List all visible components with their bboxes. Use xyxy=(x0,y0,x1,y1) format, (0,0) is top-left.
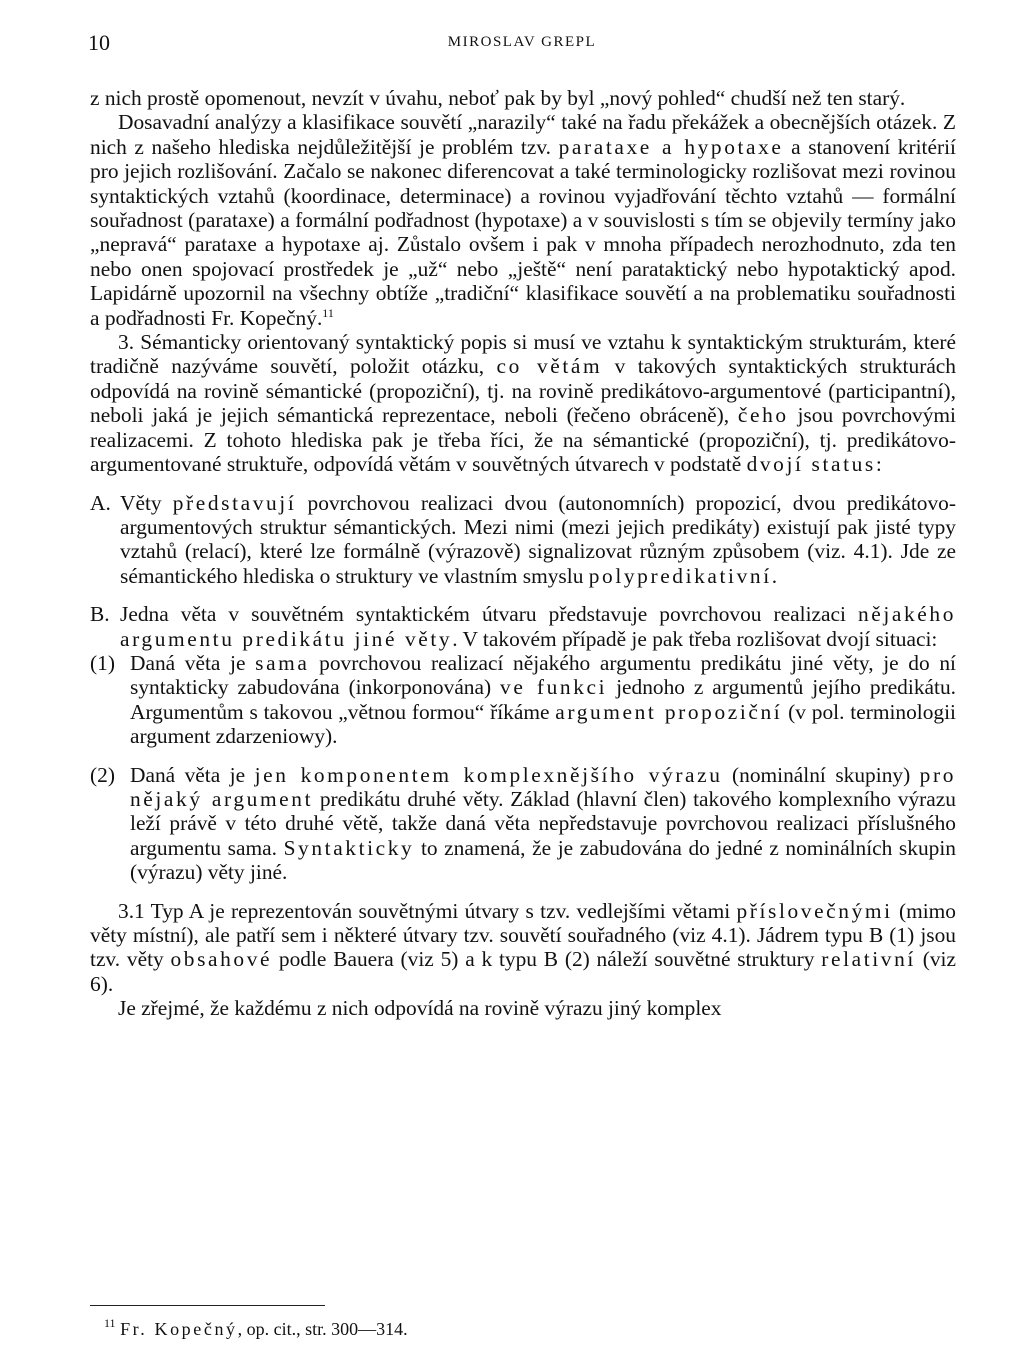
item-2-text-g: to znamená, že je zabudována do jedné z nominálních skupin (výrazu) věty jiné. xyxy=(130,835,956,885)
list-marker-1: (1) xyxy=(90,650,115,675)
emph-dvoji-status: dvojí status xyxy=(746,452,876,477)
paragraph-4-text-e: podle Bauera (viz 5) a k typu B (2) náleží souvětné struktury xyxy=(272,947,822,972)
paragraph-2-text-c: a stanovení kritérií pro jejich rozlišování. Začalo se nakonec diferencovat a také terminologicky rozlišovat mezi rovinou syntaktických vztahů (koordinace, determinace) a rovinou vyjadřování těchto vztahů — formální souřadnost (parataxe) a formální podřadnost (hypotaxe) a v souvislosti s tím se objevily termíny jako „nepravá“ parataxe a hypotaxe aj. Zůstalo ovšem i pak v mnoha případech nerozhodnuto, zda ten nebo onen spojovací prostředek je „už“ nebo „ještě“ není parataktický nebo hypotaktický apod. Lapidárně upozornil na všechny obtíže „tradiční“ klasifikace souvětí a na problematiku souřadnosti a podřadnosti Fr. Kopečný. xyxy=(90,134,956,330)
paragraph-3 xyxy=(90,330,956,476)
list-item-1 xyxy=(90,651,956,749)
list-item-b-text xyxy=(120,602,956,651)
running-head: MIROSLAV GREPL xyxy=(447,34,597,50)
item-2-text-e: predikátu druhé věty. Základ (hlavní člen) takového komplexního výrazu leží právě v této druhé větě, takže daná věta nepředstavuje povrchovou realizaci příslušného argumentu sama. xyxy=(130,786,956,860)
item-a-text-a: Věty xyxy=(120,490,173,515)
paragraph-3-text-e: jsou povrchovými realizacemi. Z tohoto hlediska pak je třeba říci, že na sémantické (propoziční), tj. predikátovo-argumentované struktuře, odpovídá větám v souvětných útvarech v podstatě xyxy=(90,403,956,477)
item-2-text-a: Daná věta je xyxy=(130,762,255,787)
paragraph-4 xyxy=(90,899,956,997)
paragraph-3-text-g: : xyxy=(875,452,882,477)
paragraph-5: Je zřejmé, že každému z nich odpovídá na rovině výrazu jiný komplex xyxy=(118,996,722,1021)
list-item-a xyxy=(90,491,956,589)
page-number: 10 xyxy=(88,30,110,55)
list-marker-a: A. xyxy=(90,490,111,515)
emph-syntakticky: Syntakticky xyxy=(283,835,415,860)
item-a-text-c: povrchovou realizaci dvou (autonomních) propozicí, dvou predikátovo-argumentových struktur sémantických. Mezi nimi (mezi jejich predikáty) existují pak jisté typy vztahů (relací), které lze formálně (výrazově) signalizovat různým způsobem (viz. 4.1). Jde ze sémantického hlediska o struktury ve vlastním smyslu xyxy=(120,490,957,588)
list-item-2-text xyxy=(130,763,956,885)
emph-jen-komponentem: jen komponentem komplexnějšího výrazu xyxy=(254,762,723,787)
emph-polypredikativni: polypredikativní xyxy=(588,563,772,588)
footnote-author: Fr. Kopečný xyxy=(120,1319,238,1339)
list-item-2 xyxy=(90,763,956,885)
list-item-a-text xyxy=(120,491,956,589)
emph-obsahove: obsahové xyxy=(170,947,273,972)
term-parataxe-hypotaxe: parataxe a hypotaxe xyxy=(558,134,784,159)
item-1-text-e: jednoho z argumentů jejího predikátu. Argumentům s takovou „větnou formou“ říkáme xyxy=(130,675,956,724)
list-marker-b: B. xyxy=(90,602,110,627)
paragraph-4-text-g: (viz 6). xyxy=(90,947,956,996)
item-2-text-c: (nominální skupiny) xyxy=(722,762,920,787)
paragraph-4-text-a: 3.1 Typ A je reprezentován souvětnými útvary s tzv. vedlejšími větami xyxy=(118,898,737,923)
list-marker-2: (2) xyxy=(90,762,115,787)
page-header xyxy=(88,30,956,54)
item-1-text-a: Daná věta je xyxy=(130,650,256,675)
emph-predstavuji: představují xyxy=(172,490,297,515)
item-1-text-g: (v pol. terminologii argument zdarzeniowy). xyxy=(130,699,957,749)
footnote xyxy=(104,1318,408,1340)
footnote-text: , op. cit., str. 300—314. xyxy=(237,1319,408,1339)
item-b-text-a: Jedna věta v souvětném syntaktickém útvaru představuje povrchovou realizaci xyxy=(120,602,858,627)
emph-sama: sama xyxy=(255,650,310,675)
paragraph-3-text-c: v takových syntaktických strukturách odpovídá na rovině sémantické (propoziční), tj. na rovině predikátovo-argumentové (participantní), neboli jaká je jejich sémantická reprezentace, neboli (řečeno obráceně), xyxy=(90,354,956,428)
footnote-ref: 11 xyxy=(322,305,334,320)
paragraph-2 xyxy=(90,110,956,330)
body-text xyxy=(90,86,956,1021)
emph-ve-funkci: ve funkci xyxy=(500,675,608,700)
item-a-text-e: . xyxy=(771,563,778,588)
footnote-divider xyxy=(90,1305,325,1306)
list-item-1-text xyxy=(130,651,956,749)
emph-pro-nejaky-argument: pro nějaký argument xyxy=(130,762,956,811)
emph-prislovecnymi: příslovečnými xyxy=(736,898,893,923)
item-b-text-c: . V takovém případě je pak třeba rozlišovat dvojí situaci: xyxy=(452,626,938,651)
emph-ceho: čeho xyxy=(737,403,789,428)
paragraph-1: z nich prostě opomenout, nevzít v úvahu, neboť pak by byl „nový pohled“ chudší než ten starý. xyxy=(90,86,906,110)
list-item-b xyxy=(90,602,956,651)
paragraph-4-text-c: (mimo věty místní), ale patří sem i některé útvary tzv. souvětí souřadného (viz 4.1). Jádrem typu B (1) jsou tzv. věty xyxy=(90,898,956,972)
footnote-number: 11 xyxy=(104,1316,116,1330)
emph-co-vetam: co větám xyxy=(496,354,603,379)
paragraph-2-text-a: Dosavadní analýzy a klasifikace souvětí „narazily“ také na řadu překážek a obecnějších otázek. Z nich z našeho hlediska nejdůležitější je problém tzv. xyxy=(90,110,956,159)
emph-relativni: relativní xyxy=(821,947,916,972)
paragraph-3-text-a: 3. Sémanticky orientovaný syntaktický popis si musí ve vztahu k syntaktickým strukturám, které tradičně nazýváme souvětí, položit otázku, xyxy=(90,330,956,379)
emph-nejakeho-argumentu: nějakého argumentu predikátu jiné věty xyxy=(120,602,956,651)
item-1-text-c: povrchovou realizací nějakého argumentu predikátu jiné věty, je do ní syntakticky zabudována (inkorponována) xyxy=(130,650,956,700)
emph-argument-propozicni: argument propoziční xyxy=(555,699,783,724)
